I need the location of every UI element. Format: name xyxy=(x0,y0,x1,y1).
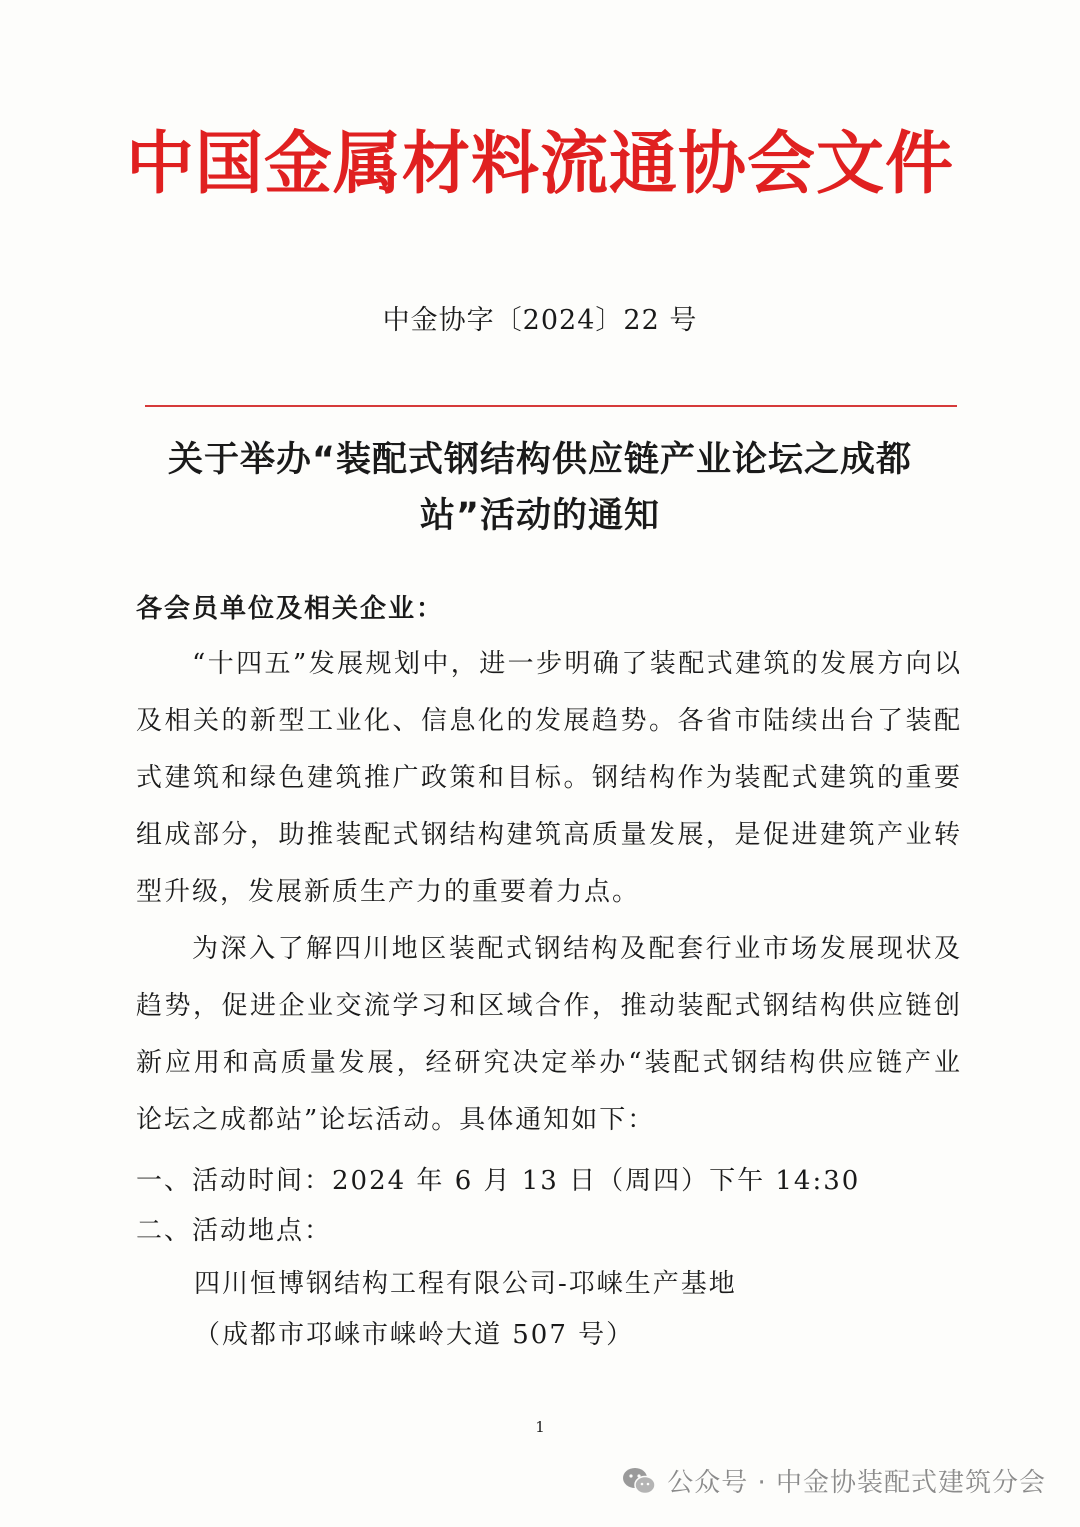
body-paragraph-2: 为深入了解四川地区装配式钢结构及配套行业市场发展现状及趋势，促进企业交流学习和区域合作，推动装配式钢结构供应链创新应用和高质量发展，经研究决定举办“装配式钢结构供应链产业论坛之成都站”论坛活动。具体通知如下： xyxy=(136,934,962,1135)
salutation: 各会员单位及相关企业： xyxy=(136,594,445,624)
document-number: 中金协字〔2024〕22 号 xyxy=(382,305,698,336)
event-time: 一、活动时间：2024 年 6 月 13 日（周四）下午 14:30 xyxy=(136,1166,861,1196)
red-divider xyxy=(145,405,957,407)
event-place-label: 二、活动地点： xyxy=(136,1216,333,1246)
notice-title-line1: 关于举办“装配式钢结构供应链产业论坛之成都 xyxy=(167,440,912,480)
venue-address: （成都市邛崃市崃岭大道 507 号） xyxy=(194,1320,635,1350)
notice-title-line2: 站”活动的通知 xyxy=(419,496,660,536)
body-paragraph-1: “十四五”发展规划中，进一步明确了装配式建筑的发展方向以及相关的新型工业化、信息化的发展趋势。各省市陆续出台了装配式建筑和绿色建筑推广政策和目标。钢结构作为装配式建筑的重要组成部分，助推装配式钢结构建筑高质量发展，是促进建筑产业转型升级，发展新质生产力的重要着力点。 xyxy=(136,649,962,907)
page-number: 1 xyxy=(535,1418,545,1436)
watermark xyxy=(621,1462,1046,1499)
notice-title xyxy=(110,432,970,544)
wechat-icon xyxy=(621,1466,657,1496)
venue-name: 四川恒博钢结构工程有限公司-邛崃生产基地 xyxy=(194,1269,737,1299)
document-header-title: 中国金属材料流通协会文件 xyxy=(125,125,954,204)
watermark-text: 公众号 · 中金协装配式建筑分会 xyxy=(667,1468,1046,1498)
